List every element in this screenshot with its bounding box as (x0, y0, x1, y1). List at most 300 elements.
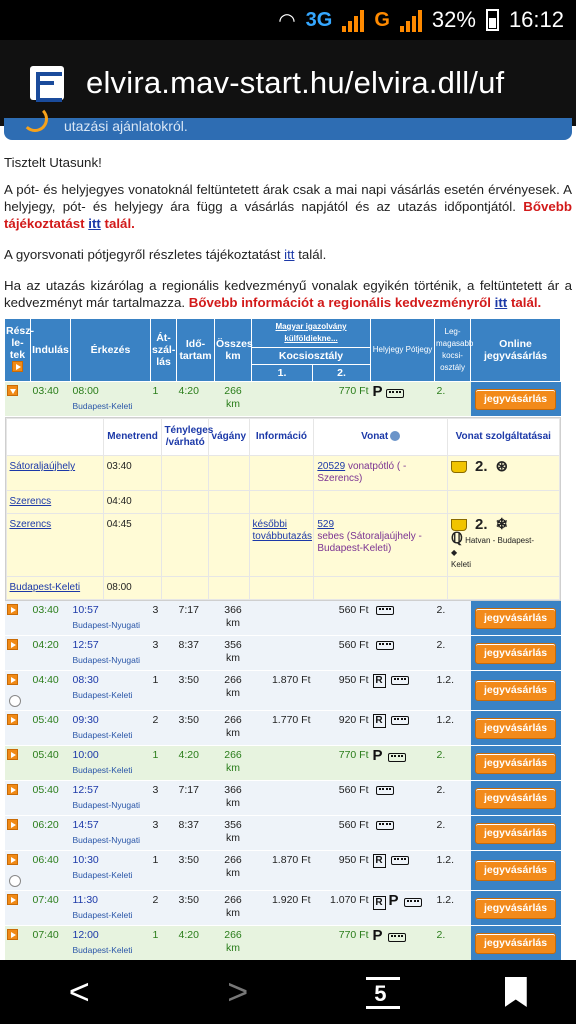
wifi-icon: ◠ (278, 9, 296, 32)
arr-time (71, 711, 151, 746)
buy-cell (471, 636, 561, 671)
detail-info (249, 577, 314, 600)
distance (215, 382, 252, 417)
km-value: 266 (224, 749, 242, 761)
seat-flags (371, 781, 435, 816)
transfers: 1 (151, 671, 177, 711)
header-card[interactable]: Magyar igazolvány külföldiekne... (252, 319, 371, 348)
arr-station: Budapest-Nyugati (72, 620, 141, 630)
seat-flags (371, 746, 435, 781)
detail-platform (209, 456, 250, 491)
header-seat: Helyjegy Pótjegy (371, 319, 435, 382)
buy-cell (471, 781, 561, 816)
arr-time-value: 12:57 (72, 784, 99, 796)
arr-station: Budapest-Keleti (72, 945, 133, 955)
transfers: 1 (151, 382, 177, 417)
notice-1-link[interactable]: itt (88, 216, 101, 231)
price-2: 950 Ft (313, 851, 371, 891)
buy-button[interactable]: jegyvásárlás (475, 718, 556, 739)
intro-text (0, 154, 576, 311)
km-unit: km (226, 907, 240, 919)
bus-icon (388, 753, 406, 762)
network-3g: 3G (305, 8, 333, 31)
km-unit: km (226, 398, 240, 410)
arr-time (71, 601, 151, 636)
dep-time: 03:40 (31, 382, 71, 417)
timetable (4, 318, 561, 989)
banner-icon (22, 106, 48, 132)
duration: 8:37 (177, 636, 215, 671)
km-unit: km (226, 942, 240, 954)
buy-cell (471, 601, 561, 636)
battery-percent: 32% (431, 7, 476, 32)
price-1 (252, 926, 313, 961)
class: 2. (435, 601, 471, 636)
banner-text: utazási ajánlatokról. (64, 118, 188, 134)
expand-row-icon[interactable] (7, 674, 18, 685)
price-2: 560 Ft (313, 636, 371, 671)
buy-cell (471, 816, 561, 851)
km-unit: km (226, 652, 240, 664)
notice-1-red: Bővebb tájékoztatást (4, 199, 572, 231)
duration: 8:37 (177, 816, 215, 851)
detail-header-station (6, 419, 103, 456)
notice-paragraph-3 (4, 277, 572, 311)
arr-time (71, 851, 151, 891)
arr-station: Budapest-Nyugati (72, 835, 141, 845)
duration: 7:17 (177, 601, 215, 636)
row-toggle (5, 746, 31, 781)
bus-icon (388, 933, 406, 942)
buy-button[interactable]: jegyvásárlás (475, 608, 556, 629)
detail-actual (162, 514, 209, 577)
train-desc: vonatpótló ( - Szerencs) (317, 461, 407, 484)
arr-time (71, 671, 151, 711)
price-2: 1.070 Ft (313, 891, 371, 926)
table-row (5, 601, 561, 636)
header-class-2: 2. (313, 365, 371, 382)
service-class: 2. (475, 458, 488, 475)
notice-3-red: Bővebb információt a regionális kedvezményről (188, 295, 491, 310)
arr-station: Budapest-Keleti (72, 730, 133, 740)
buy-button[interactable]: jegyvásárlás (475, 933, 556, 954)
diamond-icon: ◆ (451, 548, 458, 557)
seat-flags (371, 851, 435, 891)
expand-row-icon[interactable] (7, 894, 18, 905)
arr-station: Budapest-Nyugati (72, 800, 141, 810)
km-unit: km (226, 727, 240, 739)
transfers: 3 (151, 781, 177, 816)
arr-time (71, 746, 151, 781)
detail-train (314, 456, 448, 491)
duration: 7:17 (177, 781, 215, 816)
browser-url-bar[interactable] (0, 40, 576, 126)
buy-cell (471, 382, 561, 417)
transfers: 2 (151, 891, 177, 926)
price-1 (252, 636, 313, 671)
status-bar (0, 0, 576, 40)
arr-time-value: 10:57 (72, 604, 99, 616)
notice-1-red-end: talál. (104, 216, 135, 231)
seat-flags (371, 816, 435, 851)
arr-time-value: 08:30 (72, 674, 99, 686)
km-value: 266 (224, 674, 242, 686)
transfers: 1 (151, 851, 177, 891)
buy-cell (471, 891, 561, 926)
clock-icon (9, 695, 21, 707)
detail-header-platform: vágány (209, 419, 250, 456)
expand-row-icon[interactable] (7, 819, 18, 830)
km-unit: km (226, 867, 240, 879)
notice-2-text: A gyorsvonati pótjegyről részletes tájékoztatást (4, 247, 281, 262)
notice-3-link[interactable]: itt (494, 295, 508, 310)
bus-icon (376, 786, 394, 795)
supplement-icon: P (372, 927, 383, 944)
price-2: 770 Ft (313, 746, 371, 781)
arr-time-value: 09:30 (72, 714, 99, 726)
detail-station-link[interactable]: Szerencs (9, 519, 52, 530)
duration: 3:50 (177, 851, 215, 891)
detail-platform (209, 491, 250, 514)
service-class: 2. (475, 516, 488, 533)
km-value: 266 (224, 854, 242, 866)
header-transfers: Át-szál-lás (151, 319, 177, 382)
header-duration: Idő-tartam (177, 319, 215, 382)
arr-time-value: 12:57 (72, 639, 99, 651)
bus-icon (391, 676, 409, 685)
table-row (5, 891, 561, 926)
table-row (5, 636, 561, 671)
distance (215, 601, 252, 636)
seat-p-icon: P (372, 383, 383, 400)
seat-flags (371, 636, 435, 671)
class: 1.2. (435, 671, 471, 711)
class: 2. (435, 382, 471, 417)
detail-services (448, 514, 559, 577)
arr-time-value: 14:57 (72, 819, 99, 831)
train-number-link[interactable]: 20529 (317, 461, 346, 472)
price-1: 1.920 Ft (252, 891, 313, 926)
notice-2-link[interactable]: itt (284, 247, 295, 262)
expand-row-icon[interactable] (7, 749, 18, 760)
network-g: G (374, 8, 390, 31)
clock-icon (9, 875, 21, 887)
buy-button[interactable]: jegyvásárlás (475, 823, 556, 844)
duration: 4:20 (177, 746, 215, 781)
price-1: 1.870 Ft (252, 851, 313, 891)
bus-icon (391, 856, 409, 865)
page-content (0, 118, 576, 960)
price-2: 560 Ft (313, 601, 371, 636)
table-row (5, 816, 561, 851)
reservation-icon: R (373, 714, 386, 728)
table-row (5, 711, 561, 746)
duration: 3:50 (177, 891, 215, 926)
km-value: 266 (224, 894, 242, 906)
row-toggle (5, 851, 31, 891)
price-1: 1.870 Ft (252, 671, 313, 711)
seat-flags (371, 891, 435, 926)
train-number-link[interactable]: 529 (317, 519, 335, 530)
arr-station: Budapest-Keleti (72, 401, 133, 411)
detail-station-link[interactable]: Sátoraljaújhely (9, 461, 76, 472)
arr-time-value: 10:30 (72, 854, 99, 866)
bus-icon (376, 641, 394, 650)
bus-icon (376, 606, 394, 615)
arr-station: Budapest-Keleti (72, 765, 133, 775)
expand-row-icon[interactable] (7, 639, 18, 650)
arr-time (71, 926, 151, 961)
arr-time (71, 636, 151, 671)
dep-time: 04:20 (31, 636, 71, 671)
expand-row-icon[interactable] (7, 929, 18, 940)
header-highest-class: Leg-magasabb kocsi-osztály (435, 319, 471, 382)
bus-icon (376, 821, 394, 830)
header-details (5, 319, 35, 382)
arr-station: Budapest-Keleti (72, 870, 133, 880)
price-1 (252, 746, 313, 781)
km-unit: km (226, 617, 240, 629)
arr-time-value: 08:00 (72, 385, 99, 397)
table-row (5, 746, 561, 781)
price-1 (252, 816, 313, 851)
detail-time: 04:40 (103, 491, 162, 514)
clock: 16:12 (508, 7, 564, 32)
detail-header-timetable: Menetrend (103, 419, 162, 456)
km-unit: km (226, 832, 240, 844)
class: 1.2. (435, 891, 471, 926)
distance (215, 891, 252, 926)
header-online: Online jegyvásárlás (471, 319, 561, 382)
signal-icon-2 (400, 8, 422, 32)
bike-reservation-icon: ℚ (451, 530, 463, 547)
detail-row (6, 514, 559, 577)
arr-station: Budapest-Keleti (72, 910, 133, 920)
battery-icon (486, 9, 499, 31)
price-2: 560 Ft (313, 816, 371, 851)
bus-icon (386, 389, 404, 398)
info-banner (4, 118, 572, 140)
km-value: 366 (224, 604, 242, 616)
detail-row (6, 577, 559, 600)
expand-row-icon[interactable] (7, 854, 18, 865)
detail-platform (209, 577, 250, 600)
km-value: 266 (224, 714, 242, 726)
row-toggle (5, 781, 31, 816)
expand-row-icon[interactable] (7, 604, 18, 615)
seat-flags (371, 601, 435, 636)
supplement-icon: P (388, 892, 399, 909)
reservation-icon: R (373, 854, 386, 868)
transfers: 1 (151, 926, 177, 961)
notice-2-end: talál. (298, 247, 327, 262)
journey-details (5, 417, 561, 601)
header-details-label: Rész-le-tek (6, 325, 35, 361)
price-2: 920 Ft (313, 711, 371, 746)
distance (215, 851, 252, 891)
seat-flags (371, 926, 435, 961)
table-row-expanded (5, 382, 561, 417)
km-value: 266 (224, 385, 242, 397)
km-unit: km (226, 797, 240, 809)
dep-time: 06:40 (31, 851, 71, 891)
notice-3-text: Ha az utazás kizárólag a regionális kedvezményű vonalak egyikén történik, a feltüntetett ár a kedvezményt már tartalmazza. (4, 278, 572, 310)
buy-button[interactable]: jegyvásárlás (475, 643, 556, 664)
class: 1.2. (435, 851, 471, 891)
buy-button[interactable]: jegyvásárlás (475, 753, 556, 774)
info-link[interactable]: későbbi továbbutazás (252, 519, 313, 542)
detail-platform (209, 514, 250, 577)
class: 2. (435, 781, 471, 816)
expand-row-icon[interactable] (7, 714, 18, 725)
detail-info (249, 491, 314, 514)
notice-paragraph-1 (4, 181, 572, 232)
buy-button[interactable]: jegyvásárlás (475, 788, 556, 809)
dep-time: 07:40 (31, 926, 71, 961)
row-toggle (5, 891, 31, 926)
notice-3-red-end: talál. (510, 295, 542, 310)
bicycle-icon: ⊛ (495, 458, 509, 475)
reservation-icon: R (373, 674, 386, 688)
reservation-icon: R (373, 896, 386, 910)
detail-header-train-label: Vonat (361, 431, 389, 442)
detail-train (314, 491, 448, 514)
service-note-2: Keleti (451, 560, 472, 569)
distance (215, 816, 252, 851)
arr-time (71, 891, 151, 926)
header-arrival: Érkezés (71, 319, 151, 382)
distance (215, 746, 252, 781)
dep-time: 07:40 (31, 891, 71, 926)
buy-button[interactable]: jegyvásárlás (475, 389, 556, 410)
expand-all-icon[interactable] (12, 361, 23, 372)
class: 2. (435, 746, 471, 781)
dep-time: 03:40 (31, 601, 71, 636)
detail-info (249, 514, 314, 577)
price-2: 770 Ft (313, 926, 371, 961)
detail-actual (162, 456, 209, 491)
buy-cell (471, 746, 561, 781)
table-row (5, 781, 561, 816)
detail-services (448, 491, 559, 514)
info-icon[interactable] (390, 431, 400, 441)
km-unit: km (226, 762, 240, 774)
transfers: 2 (151, 711, 177, 746)
buy-cell (471, 671, 561, 711)
train-desc: sebes (Sátoraljaújhely - Budapest-Keleti) (317, 531, 422, 554)
seat-flags (371, 382, 435, 417)
detail-station-link[interactable]: Budapest-Keleti (9, 582, 81, 593)
arr-time-value: 12:00 (72, 929, 99, 941)
notice-1-text: A pót- és helyjegyes vonatoknál feltüntetett árak csak a mai napi vásárlás esetén érvényesek. A helyjegy, pót- és helyjegy ára függ a vásárlás napjától és az utazás időpontjától. (4, 182, 572, 214)
expand-row-icon[interactable] (7, 784, 18, 795)
dep-time: 04:40 (31, 671, 71, 711)
tabs-icon[interactable] (366, 977, 406, 1007)
price-2: 560 Ft (313, 781, 371, 816)
distance (215, 926, 252, 961)
header-departure: Indulás (31, 319, 71, 382)
browser-nav-bar (0, 960, 576, 1024)
arr-station: Budapest-Nyugati (72, 655, 141, 665)
site-favicon-icon (30, 66, 64, 100)
detail-header-actual: Tényleges /várható (162, 419, 209, 456)
arr-station: Budapest-Keleti (72, 690, 133, 700)
arr-time-value: 10:00 (72, 749, 99, 761)
notice-paragraph-2 (4, 246, 572, 263)
price-1 (252, 781, 313, 816)
detail-cell (5, 417, 561, 602)
duration: 4:20 (177, 382, 215, 417)
detail-header-train (314, 419, 448, 456)
km-unit: km (226, 687, 240, 699)
forward-icon[interactable]: > (227, 971, 249, 1012)
duration: 4:20 (177, 926, 215, 961)
class: 2. (435, 636, 471, 671)
table-row (5, 851, 561, 891)
bookmark-icon[interactable] (505, 977, 527, 1007)
distance (215, 781, 252, 816)
buy-cell (471, 926, 561, 961)
detail-actual (162, 491, 209, 514)
seat-flags (371, 711, 435, 746)
class: 2. (435, 926, 471, 961)
buy-button[interactable]: jegyvásárlás (475, 860, 556, 881)
arr-time (71, 816, 151, 851)
row-toggle (5, 601, 31, 636)
detail-train (314, 577, 448, 600)
transfers: 3 (151, 636, 177, 671)
duration: 3:50 (177, 671, 215, 711)
back-icon[interactable]: < (68, 971, 90, 1012)
row-toggle (5, 711, 31, 746)
distance (215, 636, 252, 671)
detail-train (314, 514, 448, 577)
transfers: 1 (151, 746, 177, 781)
buy-button[interactable]: jegyvásárlás (475, 898, 556, 919)
detail-row (6, 491, 559, 514)
price-1 (252, 601, 313, 636)
table-row (5, 671, 561, 711)
collapse-row-icon[interactable] (7, 385, 18, 396)
price-1: 1.770 Ft (252, 711, 313, 746)
row-toggle (5, 671, 31, 711)
buy-cell (471, 711, 561, 746)
detail-info (249, 456, 314, 491)
km-value: 356 (224, 819, 242, 831)
bus-icon (404, 898, 422, 907)
buy-button[interactable]: jegyvásárlás (475, 680, 556, 701)
details-table (6, 418, 560, 600)
price-1 (252, 382, 313, 417)
detail-station-link[interactable]: Szerencs (9, 496, 52, 507)
duration: 3:50 (177, 711, 215, 746)
detail-services (448, 456, 559, 491)
transfers: 3 (151, 816, 177, 851)
dep-time: 06:20 (31, 816, 71, 851)
class: 1.2. (435, 711, 471, 746)
detail-services (448, 577, 559, 600)
detail-actual (162, 577, 209, 600)
km-value: 356 (224, 639, 242, 651)
detail-time: 03:40 (103, 456, 162, 491)
header-class-1: 1. (252, 365, 313, 382)
url-text[interactable]: elvira.mav-start.hu/elvira.dll/uf (86, 65, 505, 100)
arr-time-value: 11:30 (72, 894, 98, 906)
dep-time: 05:40 (31, 746, 71, 781)
snowflake-icon: ❄ (495, 516, 509, 533)
tabs-count: 5 (374, 981, 387, 1006)
detail-header-info: Információ (249, 419, 314, 456)
